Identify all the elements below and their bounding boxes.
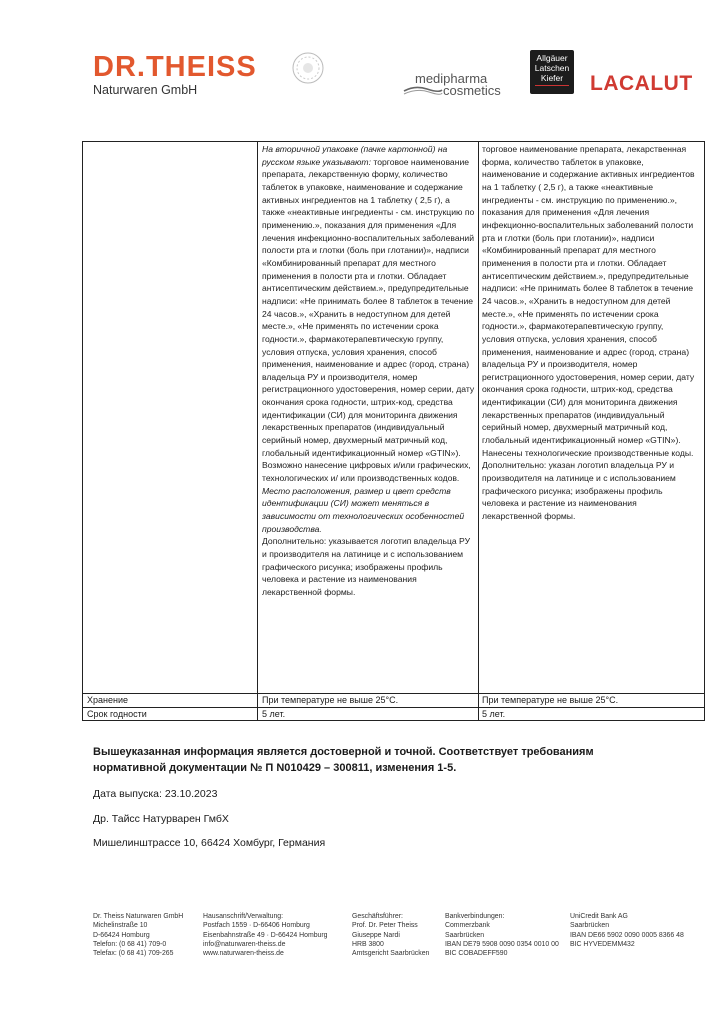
footer-line: Amtsgericht Saarbrücken (352, 950, 430, 958)
brand-subtitle: Naturwaren GmbH (93, 83, 198, 97)
footer-line: IBAN DE79 5908 0090 0354 0010 00 (445, 940, 559, 948)
specification-table (82, 141, 705, 721)
left-si-note: Место расположения, размер и цвет средств идентификации (СИ) может меняться в зависимости от технологических особенностей производства. (262, 485, 465, 534)
accuracy-statement: Вышеуказанная информация является достоверной и точной. Соответствует требованиям нормативной документации № П N010429 – 300811, изменения 1-5. (93, 746, 594, 774)
footer-line: BIC HYVEDEMM432 (570, 940, 635, 948)
allgaeu-line3: Kiefer (540, 73, 564, 83)
allgaeu-line1: Allgäuer (536, 53, 568, 63)
company-address: Мишелинштрассе 10, 66424 Хомбург, Германия (93, 837, 326, 849)
footer-line: Saarbrücken (445, 931, 485, 939)
seal-icon (292, 52, 324, 84)
footer-line: Saarbrücken (570, 922, 610, 930)
footer-management (352, 912, 429, 958)
release-date: Дата выпуска: 23.10.2023 (93, 788, 218, 800)
lacalut-logo: LACALUT (590, 72, 693, 95)
left-additional: Дополнительно: указывается логотип владельца РУ и производителя на латинице и с использованием графического рисунка; изображены профиль человека и растение из наименования лекарственной формы. (262, 536, 471, 597)
footer-link[interactable]: info@naturwaren-theiss.de (203, 940, 286, 948)
footer-line: UniCredit Bank AG (570, 913, 628, 920)
footer-line: Michelinstraße 10 (93, 922, 148, 930)
swoosh-icon (403, 85, 443, 95)
footer-line: Giuseppe Nardi (352, 931, 400, 939)
left-intro: На вторичной упаковке (пачке картонной) на русском языке указывают: (262, 144, 448, 167)
column-divider-1 (257, 142, 258, 720)
cosmetics-text: cosmetics (443, 83, 501, 98)
footer-line: Commerzbank (445, 922, 490, 930)
footer-line: IBAN DE66 5902 0090 0005 8366 48 (570, 931, 684, 939)
footer-line: Eisenbahnstraße 49 · D-66424 Homburg (203, 931, 328, 939)
footer-line: BIC COBADEFF590 (445, 950, 508, 958)
footer-link[interactable]: www.naturwaren-theiss.de (203, 950, 284, 958)
right-additional: Дополнительно: указан логотип владельца РУ и производителя на латинице и с использованием графического рисунка; изображены профиль человека и растение из наименования лекарственной формы. (482, 460, 676, 522)
footer-line: HRB 3800 (352, 940, 384, 948)
column-divider-2 (478, 142, 479, 720)
footer-line: Dr. Theiss Naturwaren GmbH (93, 913, 184, 920)
shelf-life-left: 5 лет. (262, 709, 286, 719)
footer-line: Telefon: (0 68 41) 709-0 (93, 940, 167, 948)
right-main-text: торговое наименование препарата, лекарственная форма, количество таблеток в упаковке, наименование и содержание активных ингредиентов на 1 таблетку ( 2,5 г), а также «неактивные ингредиенты - см. инструкцию по применению.», показания для применения «Для лечения инфекционно-воспалительных заболеваний полости рта и глотки (боль при глотании)», надписи «Комбинированный препарат для местного применения в полости рта и глотки. Обладает антисептическим действием.», предупредительные надписи: «Не принимать более 8 таблеток в течение 24 часов.», «Хранить в недоступном для детей месте.», «Не применять по истечении срока годности.», фармакотерапевтическую группу, условия отпуска, условия хранения, способ применения, наименование и адрес (город, страна) владельца РУ и производителя, номер регистрационного удостоверения, номер серии, дату окончания срока годности, штрих-код, средства идентификации (СИ) для мониторинга движения лекарственных препаратов (индивидуальный серийный номер, двухмерный матричный код, глобальный идентификационный номер «GTIN»). Нанесены технологические производственные коды. (482, 144, 695, 458)
footer-line: Telefax: (0 68 41) 709-265 (93, 950, 174, 958)
footer-address (203, 912, 327, 958)
dr-theiss-logo (93, 52, 257, 97)
footer-line: Geschäftsführer: (352, 913, 403, 920)
shelf-life-right: 5 лет. (482, 709, 506, 719)
footer-line: Postfach 1559 · D-66406 Homburg (203, 922, 310, 930)
left-column-text (262, 143, 475, 599)
storage-left: При температуре не выше 25°C. (262, 695, 399, 705)
medipharma-text: medipharma (415, 71, 488, 86)
row-divider-storage (83, 693, 704, 694)
company-name: Др. Тайсс Натурварен ГмбХ (93, 813, 229, 825)
footer-company (93, 912, 183, 958)
footer-bank-2 (570, 912, 684, 949)
brand-name: DR.THEISS (93, 51, 257, 83)
allgaeu-line2: Latschen (534, 63, 570, 73)
footer-line: Bankverbindungen: (445, 913, 505, 920)
footer-line: Prof. Dr. Peter Theiss (352, 922, 418, 930)
shelf-life-label: Срок годности (87, 709, 147, 719)
storage-label: Хранение (87, 695, 128, 705)
footer-line: Hausanschrift/Verwaltung: (203, 913, 284, 920)
medipharma-logo (403, 72, 515, 98)
footer-bank-1 (445, 912, 559, 958)
allgaeuer-logo (530, 50, 574, 94)
row-divider-shelf-life (83, 707, 704, 708)
footer-line: D-66424 Homburg (93, 931, 150, 939)
storage-right: При температуре не выше 25°C. (482, 695, 619, 705)
right-column-text (482, 143, 698, 523)
allgaeu-bar (535, 85, 569, 86)
left-main-text: торговое наименование препарата, лекарственную форму, количество таблеток в упаковке, наименование и содержание активных ингредиентов на 1 таблетку ( 2,5 г), а также «неактивные ингредиенты - см. инструкцию по применению.», показания для применения «Для лечения инфекционно-воспалительных заболеваний полости рта и глотки (боль при глотании)», надписи «Комбинированный препарат для местного применения в полости рта и глотки. Обладает антисептическим действием.», предупредительные надписи: «Не принимать более 8 таблеток в течение 24 часов.», «Хранить в недоступном для детей месте.», «Не применять по истечении срока годности.», фармакотерапевтическую группу, условия отпуска, условия хранения, способ применения, наименование и адрес (город, страна) владельца РУ и производителя, номер регистрационного удостоверения, номер серии, дату окончания срока годности, штрих-код, средства идентификации (СИ) для мониторинга движения лекарственных препаратов (индивидуальный серийный номер, двухмерный матричный код, глобальный идентификационный номер «GTIN»). Возможно нанесение цифровых и/или графических, технологических и/ или производственных кодов. (262, 156, 475, 484)
